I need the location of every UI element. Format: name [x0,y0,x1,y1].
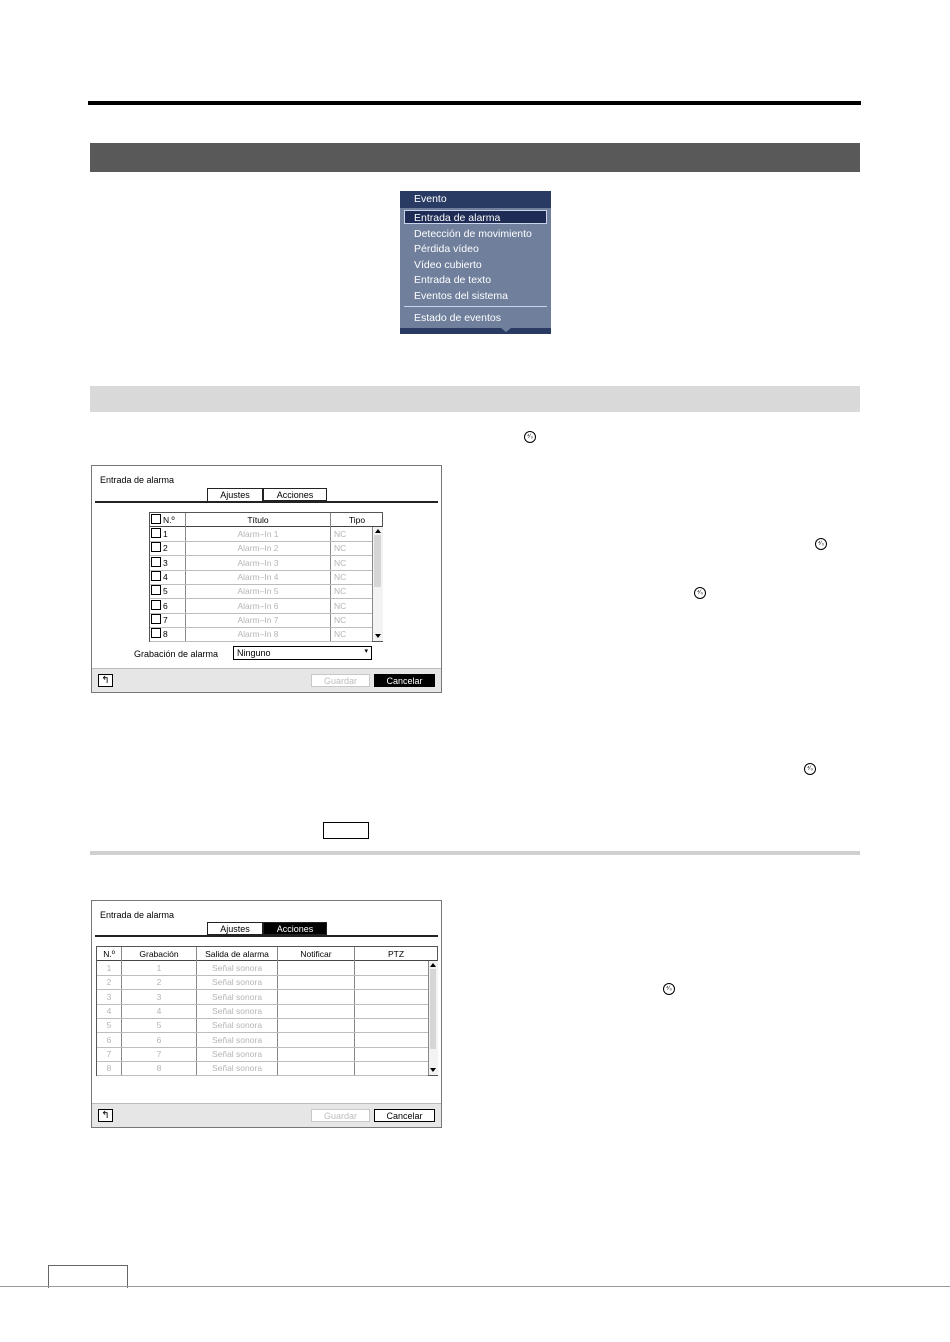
row-notify[interactable] [278,975,354,989]
scroll-up-icon[interactable] [430,963,436,967]
alarm-input-settings-dialog [91,465,442,693]
menu-down-notch [501,328,511,332]
row-notify[interactable] [278,1061,354,1075]
save-button[interactable]: Guardar [311,674,370,687]
scroll-up-icon[interactable] [375,529,381,533]
alarm-input-table [149,512,383,642]
menu-footer-strip [400,328,551,334]
alarm-input-actions-dialog [91,900,442,1128]
row-type[interactable]: NC [334,557,347,568]
scroll-down-icon[interactable] [430,1068,436,1072]
remote-control-button-icon: ⁴⁄₀ [815,538,827,550]
scroll-thumb[interactable] [374,535,381,587]
row-recording[interactable]: 8 [156,1063,162,1074]
table-scrollbar[interactable] [372,527,383,641]
table-row[interactable]: 5 [150,584,185,598]
row-alarm-output[interactable]: Señal sonora [211,1048,263,1059]
table-row[interactable]: 7 [106,1048,112,1059]
row-notify[interactable] [278,1004,354,1018]
table-row[interactable]: 4 [106,1005,112,1016]
row-recording[interactable]: 3 [156,991,162,1002]
bottom-rule [0,1286,950,1287]
menu-item-alarm-input[interactable]: Entrada de alarma [414,212,501,224]
row-recording[interactable]: 5 [156,1020,162,1031]
select-all-checkbox[interactable] [151,514,161,524]
tab-settings[interactable]: Ajustes [207,488,263,502]
remote-control-button-icon: ⁴⁄₀ [524,431,536,443]
table-row[interactable]: 4 [150,570,185,584]
table-row[interactable]: 6 [150,599,185,613]
row-notify[interactable] [278,1033,354,1047]
row-alarm-output[interactable]: Señal sonora [211,977,263,988]
row-divider [97,1075,428,1076]
alarm-recording-label: Grabación de alarma [134,649,219,659]
table-row[interactable]: 7 [150,613,185,627]
row-notify[interactable] [278,990,354,1004]
row-type[interactable]: NC [334,529,347,539]
row-recording[interactable]: 2 [156,977,162,988]
row-title[interactable]: Alarm–In 6 [237,600,279,611]
row-alarm-output[interactable]: Señal sonora [211,963,263,973]
row-checkbox[interactable] [151,557,161,567]
alarm-recording-select[interactable]: Ninguno ▾ [233,646,372,660]
row-type[interactable]: NC [334,543,347,554]
row-type[interactable]: NC [334,600,347,611]
column-header-alarm-output[interactable]: Salida de alarma [197,947,277,961]
column-divider [330,513,331,641]
inline-button-illustration [323,822,369,839]
menu-item-video-blind[interactable]: Vídeo cubierto [414,259,482,271]
event-menu [400,191,551,334]
alarm-actions-table [96,946,438,1076]
row-title[interactable]: Alarm–In 5 [237,586,279,597]
dialog-footer [92,1103,441,1127]
dialog-title: Entrada de alarma [100,910,175,920]
row-ptz[interactable] [355,1061,427,1075]
section-header-bar [90,143,860,172]
row-checkbox[interactable] [151,571,161,581]
row-ptz[interactable] [355,961,427,975]
menu-item-video-loss[interactable]: Pérdida vídeo [414,243,479,255]
column-header-type[interactable]: Tipo [331,513,383,527]
row-checkbox[interactable] [151,600,161,610]
row-type[interactable]: NC [334,614,347,625]
row-checkbox[interactable] [151,542,161,552]
row-type[interactable]: NC [334,571,347,582]
row-recording[interactable]: 7 [156,1048,162,1059]
scroll-thumb[interactable] [430,969,436,1049]
dialog-footer [92,668,441,692]
row-title[interactable]: Alarm–In 2 [237,543,279,554]
row-ptz[interactable] [355,1047,427,1061]
top-rule [88,101,861,105]
row-title[interactable]: Alarm–In 4 [237,571,279,582]
column-header-title[interactable]: Título [186,513,330,527]
menu-item-text-input[interactable]: Entrada de texto [414,274,492,286]
row-title[interactable]: Alarm–In 1 [237,529,279,539]
row-alarm-output[interactable]: Señal sonora [211,1020,263,1031]
row-divider [150,641,372,642]
dropdown-icon: ▾ [364,648,368,655]
table-row[interactable]: 2 [150,541,185,555]
table-row[interactable]: 8 [150,627,185,641]
cancel-button[interactable]: Cancelar [374,674,435,687]
table-row[interactable]: 2 [106,977,112,988]
row-ptz[interactable] [355,1033,427,1047]
row-alarm-output[interactable]: Señal sonora [211,1063,263,1074]
row-notify[interactable] [278,1018,354,1032]
row-recording[interactable]: 4 [156,1005,162,1016]
row-recording[interactable]: 1 [156,963,162,973]
tab-underline [95,935,438,937]
row-notify[interactable] [278,961,354,975]
back-arrow-icon[interactable]: ↰ [98,1109,113,1122]
dialog-title: Entrada de alarma [100,475,175,485]
row-ptz[interactable] [355,1004,427,1018]
row-type[interactable]: NC [334,629,347,640]
column-header-recording[interactable]: Grabación [122,947,196,961]
table-row[interactable]: 8 [106,1063,112,1074]
back-arrow-icon[interactable]: ↰ [98,674,113,687]
remote-control-button-icon: ⁴⁄₀ [694,587,706,599]
column-header-ptz[interactable]: PTZ [355,947,437,961]
column-header-number[interactable]: N.º [150,513,185,527]
tab-settings[interactable]: Ajustes [207,922,263,935]
divider-rule [90,851,860,855]
subsection-header-bar [90,386,860,412]
table-scrollbar[interactable] [428,961,438,1075]
row-title[interactable]: Alarm–In 7 [237,614,279,625]
table-row[interactable]: 1 [106,963,112,973]
row-checkbox[interactable] [151,628,161,638]
row-alarm-output[interactable]: Señal sonora [211,991,263,1002]
scroll-down-icon[interactable] [375,634,381,638]
menu-item-system-events[interactable]: Eventos del sistema [414,290,508,302]
tab-actions[interactable]: Acciones [263,922,327,935]
tab-actions[interactable]: Acciones [263,488,327,501]
table-row[interactable]: 3 [106,991,112,1002]
row-ptz[interactable] [355,1018,427,1032]
table-row[interactable]: 3 [150,556,185,570]
table-row[interactable]: 5 [106,1020,112,1031]
event-menu-header: Evento [400,191,551,208]
row-checkbox[interactable] [151,528,161,538]
cancel-button[interactable]: Cancelar [374,1109,435,1122]
page-number-tab [48,1265,128,1288]
row-recording[interactable]: 6 [156,1034,162,1045]
row-checkbox[interactable] [151,585,161,595]
row-alarm-output[interactable]: Señal sonora [211,1005,263,1016]
table-row[interactable]: 6 [106,1034,112,1045]
row-alarm-output[interactable]: Señal sonora [211,1034,263,1045]
column-header-notify[interactable]: Notificar [278,947,354,961]
menu-item-event-status[interactable]: Estado de eventos [414,312,501,324]
menu-item-motion-detection[interactable]: Detección de movimiento [414,228,532,240]
remote-control-button-icon: ⁴⁄₀ [663,983,675,995]
save-button[interactable]: Guardar [311,1109,370,1122]
row-title[interactable]: Alarm–In 8 [237,629,279,640]
row-type[interactable]: NC [334,586,347,597]
menu-separator [404,306,547,307]
row-title[interactable]: Alarm–In 3 [237,557,279,568]
table-row[interactable]: 1 [150,527,185,541]
row-checkbox[interactable] [151,614,161,624]
remote-control-button-icon: ⁴⁄₀ [804,763,816,775]
column-header-number[interactable]: N.º [97,947,121,961]
row-notify[interactable] [278,1047,354,1061]
row-ptz[interactable] [355,990,427,1004]
tab-underline [95,501,438,503]
row-ptz[interactable] [355,975,427,989]
